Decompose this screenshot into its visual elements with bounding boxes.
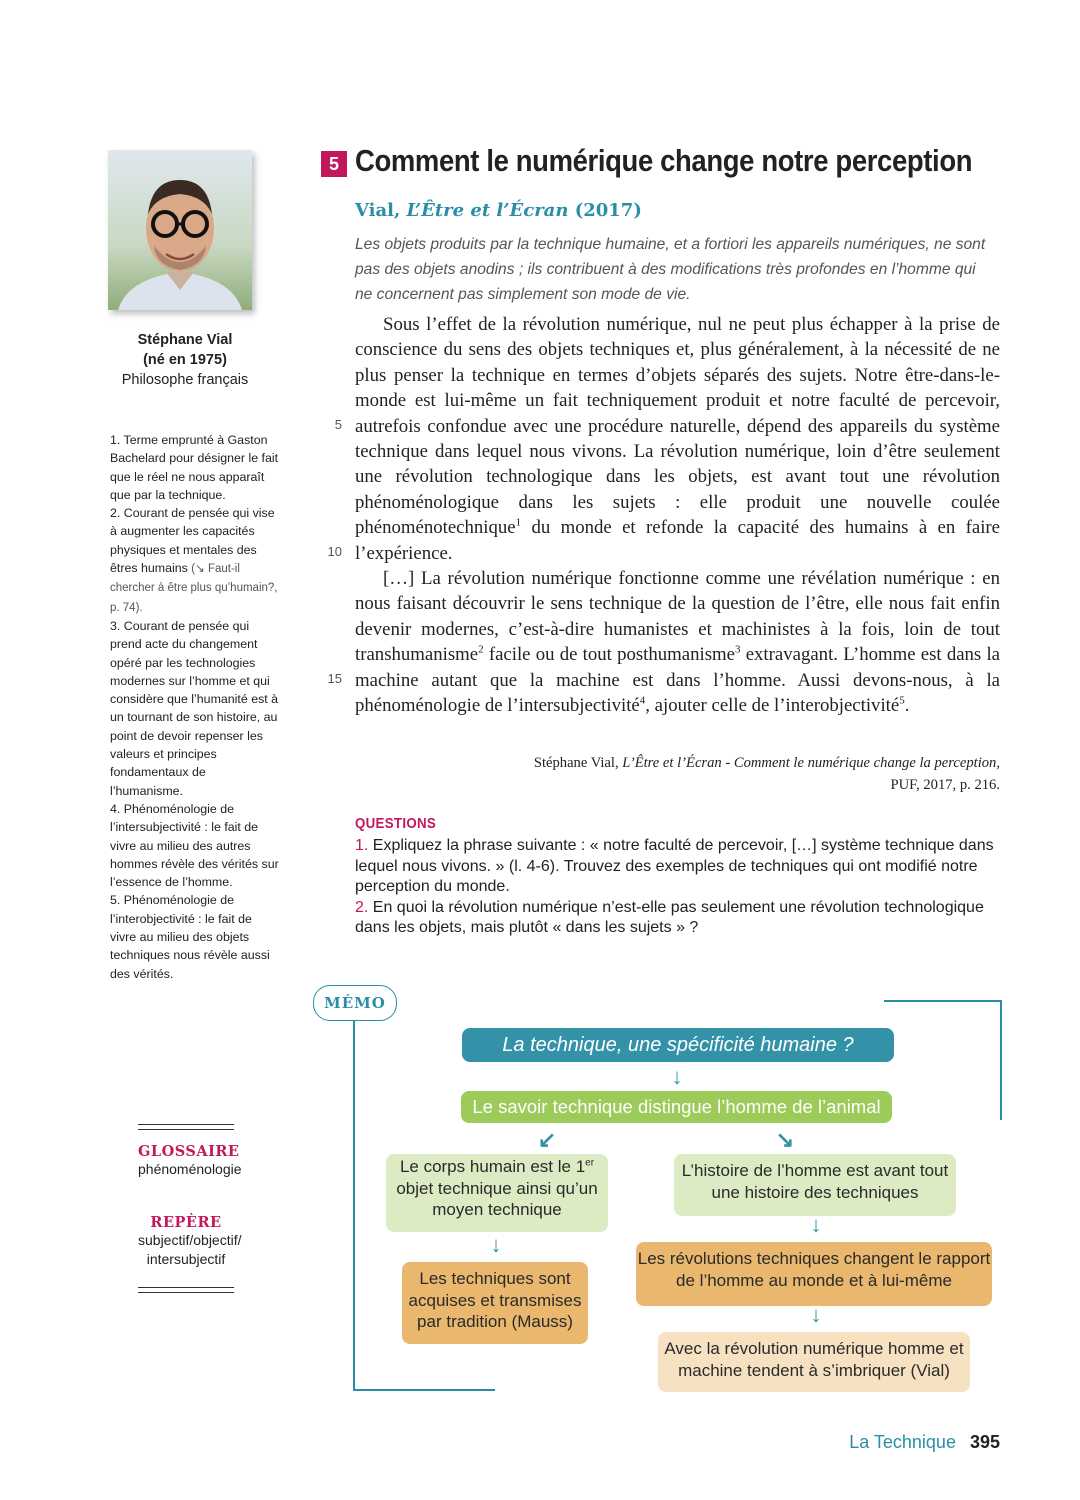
excerpt-text (355, 312, 1000, 719)
arrow-down-right-icon: ↘ (775, 1127, 795, 1152)
arrow-down-icon: ↓ (810, 1302, 822, 1327)
author-name: Stéphane Vial (137, 332, 233, 348)
footnote-2: 2. Courant de pensée qui vise à augmenter les capacités physiques et mentales des êtres humains (↘ Faut-il chercher à être plus qu’humain?, p. 74). (110, 506, 278, 614)
repere-box (138, 1214, 242, 1269)
excerpt-paragraph-2: […] La révolution numérique fonctionne comme une révélation numérique : en nous faisant découvrir le sens technique de la question de l’être, elle nous fait enfin devenir modernes, c’est-à-dire humanistes et machinistes à la fois, loin de tout transhumanisme$^2$ facile ou de tout posthumanisme$^3$ extravagant. L’homme est dans la machine autant que la machine est dans l’homme. Aussi devons-nous, à la phénoménologie de l’intersubjectivité$^4$, ajouter celle de l’interobjectivité$^5$. (355, 568, 1001, 717)
page-title: Comment le numérique change notre perception (355, 144, 973, 178)
repere-divider (138, 1287, 234, 1293)
footnote-5: 5. Phénoménologie de l’interobjectivité : le fait de vivre au milieu des objets techniques nous révèle aussi des vérités. (110, 893, 270, 981)
line-number: 15 (327, 671, 342, 686)
author-caption (100, 330, 270, 390)
memo-left-box-2: Les techniques sont acquises et transmises par tradition (Mauss) (402, 1262, 588, 1344)
author-portrait (108, 150, 252, 310)
source-citation: Stéphane Vial, L’Être et l’Écran - Comment le numérique change la perception, PUF, 2017, p. 216. (533, 755, 1000, 793)
memo-right-box-3: Avec la révolution numérique homme et machine tendent à s’imbriquer (Vial) (658, 1332, 970, 1392)
memo-frame-line (353, 1021, 355, 1391)
arrow-down-icon: ↓ (810, 1212, 822, 1237)
memo-frame-line (1000, 1000, 1002, 1120)
footnote-3: 3. Courant de pensée qui prend acte du changement opéré par les technologies modernes sur l’homme et qui considère que l’humanité est à un tournant de son histoire, au point de devoir repenser les valeurs et principes fondamentaux de l’humanisme. (110, 618, 279, 798)
footer-section: La Technique (849, 1432, 956, 1452)
memo-frame-line (353, 1389, 495, 1391)
memo-frame-line (884, 1000, 1002, 1002)
glossary-box (138, 1143, 242, 1179)
footnote-1: 1. Terme emprunté à Gaston Bachelard pour désigner le fait que le réel ne nous apparaît que par la technique. (110, 433, 279, 502)
footnote-2-crossref[interactable]: (↘ Faut-il chercher à être plus qu’humain?, p. 74). (110, 563, 278, 614)
question-2: 2. En quoi la révolution numérique n’est-elle pas seulement une révolution technologique dans les objets, mais plutôt « dans les sujets » ? (355, 898, 984, 936)
memo-right-box-1: L’histoire de l’homme est avant tout une histoire des techniques (674, 1154, 956, 1216)
memo-question-box: La technique, une spécificité humaine ? (462, 1028, 894, 1062)
line-number: 10 (327, 544, 342, 559)
text-reference: Vial, L’Être et l’Écran (2017) (355, 200, 642, 221)
repere-term[interactable]: subjectif/objectif/ intersubjectif (138, 1232, 242, 1267)
footnotes (110, 431, 280, 983)
questions-title: QUESTIONS (355, 816, 437, 832)
author-role: Philosophe français (121, 372, 249, 388)
line-number: 5 (334, 417, 342, 432)
memo-right-box-2: Les révolutions techniques changent le rapport de l’homme au monde et à lui-même (636, 1242, 992, 1306)
arrow-down-left-icon: ↙ (537, 1127, 557, 1152)
author-born: (né en 1975) (143, 352, 227, 368)
intro-text: Les objets produits par la technique humaine, et a fortiori les appareils numériques, ne sont pas des objets anodins ; ils contribuent à des modifications très profondes en l’homme qui ne concernent pas simplement son mode de vie. (355, 236, 986, 303)
memo-badge: MÉMO (313, 985, 397, 1021)
memo-left-box-1: Le corps humain est le 1er objet technique ainsi qu’un moyen technique (386, 1154, 608, 1232)
question-1: 1. Expliquez la phrase suivante : « notre faculté de percevoir, […] système technique dans lequel nous vivons. » (l. 4-6). Trouvez des exemples de techniques qui ont modifié notre perception du monde. (355, 837, 994, 895)
section-number-badge: 5 (321, 151, 347, 177)
arrow-down-icon: ↓ (490, 1232, 502, 1257)
memo-main-idea-box: Le savoir technique distingue l’homme de l’animal (461, 1091, 892, 1123)
arrow-down-icon: ↓ (671, 1064, 683, 1089)
glossary-term[interactable]: phénoménologie (138, 1161, 242, 1177)
questions-list (355, 836, 1005, 939)
repere-title: REPÈRE (150, 1214, 222, 1231)
page-number: 395 (969, 1432, 1000, 1452)
excerpt-paragraph-1: Sous l’effet de la révolution numérique, nul ne peut plus échapper à la prise de conscience du sens des objets techniques et, plus généralement, à la nécessité de ne plus penser la technique en termes d’objets séparés des sujets. Notre être-dans-le-monde est lui-même un fait techniquement produit et notre faculté de percevoir, autrefois confondue avec une procédure naturelle, dépend des appareils du système technique dans lequel nous vivons. La révolution numérique, loin d’être seulement une révolution technologique dans les objets, est avant tout une révolution phénoménologique dans les sujets : elle produit une nouvelle coulée phénoménotechnique$^1$ du monde et refonde la capacité des humains à en faire l’expérience. (355, 314, 1000, 564)
page-footer (790, 1432, 1000, 1453)
glossary-title: GLOSSAIRE (138, 1143, 240, 1160)
footnote-4: 4. Phénoménologie de l’intersubjectivité : le fait de vivre au milieu des autres hommes révèle des vérités sur l’essence de l’homme. (110, 801, 279, 890)
glossary-divider (138, 1124, 234, 1130)
